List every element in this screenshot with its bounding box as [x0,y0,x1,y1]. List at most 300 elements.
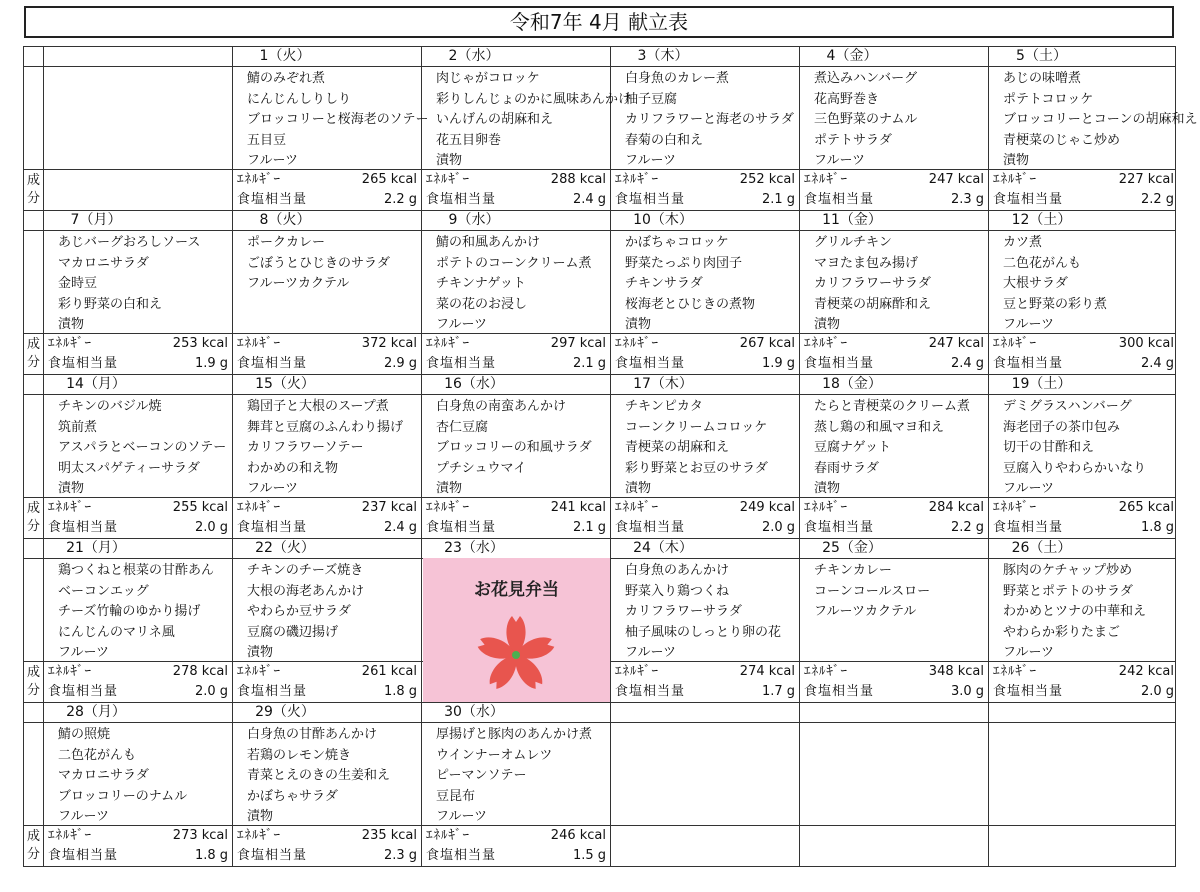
nutrition-cell [422,826,611,866]
nutrition-cell [422,334,611,374]
menu-cell [611,723,800,825]
day-label: 10（木） [633,212,693,228]
day-label: 17（木） [633,376,693,392]
menu-item: フルーツ [1003,645,1054,660]
energy-line [48,498,228,518]
energy-value: 249 kcal [739,500,795,515]
energy-label: ｴﾈﾙｷﾞｰ [237,500,281,515]
salt-label: 食塩相当量 [615,520,686,535]
menu-item: 彩りしんじょのかに風味あんかけ [436,91,632,107]
menu-item: マカロニサラダ [58,255,149,271]
menu-item: ポテトのコーンクリーム煮 [436,255,592,271]
menu-item: フルーツ [247,153,298,168]
menu-item: わかめとツナの中華和え [1003,604,1147,619]
menu-item: 豆腐入りやわらかいなり [1003,460,1147,476]
energy-label: ｴﾈﾙｷﾞｰ [804,336,848,351]
nutrition-row [24,334,1175,374]
menu-item: 豚肉のケチャップ炒め [1003,563,1133,578]
date-header-cell [422,375,611,394]
menu-item: フルーツカクテル [247,276,350,291]
day-label: 22（火） [255,540,315,556]
nutrition-label-top: 成 [26,337,40,352]
energy-label: ｴﾈﾙｷﾞｰ [48,828,92,843]
date-header-cell [800,47,989,66]
date-header-row [24,47,1175,67]
menu-item: カリフラワーサラダ [625,604,742,619]
menu-item: フルーツ [58,809,109,824]
nutrition-cell [44,334,233,374]
energy-line [48,662,228,682]
energy-label: ｴﾈﾙｷﾞｰ [426,172,470,187]
energy-label: ｴﾈﾙｷﾞｰ [993,500,1037,515]
menu-item: 青梗菜のじゃこ炒め [1003,132,1121,148]
nutrition-label-top: 成 [26,665,40,680]
menu-item: 彩り野菜の白和え [58,296,163,312]
menu-cell [611,67,800,169]
energy-value: 273 kcal [172,828,228,843]
menu-item: 五目豆 [247,132,287,148]
row-label-blank [24,703,44,722]
menu-item: 煮込みハンバーグ [814,71,918,86]
menu-item: コーンクリームコロッケ [625,419,768,435]
salt-label: 食塩相当量 [804,192,875,207]
menu-item: 明太スパゲティーサラダ [58,460,200,476]
energy-value: 242 kcal [1118,664,1174,679]
nutrition-label-bottom: 分 [26,847,40,862]
energy-line [993,662,1174,682]
nutrition-cell [233,170,422,210]
menu-cell [989,395,1178,497]
menu-row [24,559,1175,662]
nutrition-label-bottom: 分 [26,191,40,206]
menu-item: 柚子豆腐 [625,91,678,107]
energy-line [993,170,1174,190]
nutrition-cell [800,662,989,702]
menu-item: 豆腐ナゲット [814,440,891,455]
nutrition-cell [611,170,800,210]
menu-item: フルーツ [436,317,487,332]
menu-row [24,67,1198,170]
nutrition-label-top: 成 [26,829,40,844]
day-label: 3（木） [637,48,689,64]
energy-value: 278 kcal [172,664,228,679]
salt-line [804,354,984,374]
menu-item: フルーツ [625,645,676,660]
nutrition-cell [800,498,989,538]
menu-item: 彩り野菜とお豆のサラダ [625,460,768,476]
menu-item: 漬物 [247,645,274,660]
energy-line [237,170,417,190]
menu-item: 漬物 [247,809,274,824]
menu-cell [44,231,233,333]
date-header-cell [989,47,1178,66]
menu-cell [800,559,989,661]
menu-item: 青梗菜の胡麻和え [625,440,730,455]
salt-value: 2.4 g [950,356,984,371]
energy-value: 241 kcal [550,500,606,515]
menu-item: 大根サラダ [1003,276,1068,291]
energy-label: ｴﾈﾙｷﾞｰ [804,172,848,187]
menu-item: かぼちゃサラダ [247,788,338,804]
menu-item: 菜の花のお浸し [436,296,528,312]
nutrition-row-label [24,334,44,374]
date-header-row [24,211,1175,231]
menu-item: チキンカレー [814,563,892,578]
menu-cell [233,723,422,825]
day-label: 9（水） [448,212,500,228]
menu-item: にんじんのマリネ風 [58,624,175,640]
salt-value: 2.4 g [572,192,606,207]
energy-line [237,662,417,682]
menu-item: マカロニサラダ [58,768,149,783]
menu-item: 漬物 [814,481,841,496]
date-header-cell [989,211,1178,230]
menu-item: 漬物 [625,481,652,496]
energy-label: ｴﾈﾙｷﾞｰ [426,336,470,351]
row-label-blank [24,47,44,66]
salt-line [426,846,606,866]
nutrition-row-label [24,498,44,538]
date-header-cell [44,211,233,230]
salt-value: 2.0 g [761,520,795,535]
date-header-cell [611,211,800,230]
menu-row [24,723,1175,826]
energy-line [804,170,984,190]
day-label: 19（土） [1011,376,1072,392]
row-label-blank [24,231,44,333]
salt-value: 2.2 g [383,192,417,207]
menu-item: 漬物 [1003,153,1030,168]
salt-value: 1.5 g [572,848,606,863]
menu-item: 杏仁豆腐 [436,419,489,435]
menu-item: 青梗菜の胡麻酢和え [814,296,932,312]
date-header-cell [44,703,233,722]
menu-cell [611,395,800,497]
energy-label: ｴﾈﾙｷﾞｰ [426,500,470,515]
menu-cell [989,559,1178,661]
salt-value: 2.1 g [572,520,606,535]
energy-value: 265 kcal [1118,500,1174,515]
energy-value: 246 kcal [550,828,606,843]
salt-value: 2.0 g [1140,684,1174,699]
nutrition-cell [422,662,611,702]
energy-line [237,334,417,354]
salt-line [48,846,228,866]
day-label: 15（火） [255,376,315,392]
energy-line [48,334,228,354]
energy-label: ｴﾈﾙｷﾞｰ [804,664,848,679]
page-title: 令和7年 4月 献立表 [24,6,1174,38]
date-header-cell [422,539,611,558]
salt-label: 食塩相当量 [426,848,497,863]
menu-item: フルーツ [1003,317,1054,332]
menu-item: グリルチキン [814,235,892,250]
salt-label: 食塩相当量 [48,684,119,699]
energy-value: 372 kcal [361,336,417,351]
menu-item: コーンコールスロー [814,583,931,599]
menu-item: カリフラワーソテー [247,440,364,455]
nutrition-cell [611,662,800,702]
week-block [23,375,1176,539]
energy-label: ｴﾈﾙｷﾞｰ [615,336,659,351]
energy-label: ｴﾈﾙｷﾞｰ [615,172,659,187]
energy-label: ｴﾈﾙｷﾞｰ [804,500,848,515]
week-block [23,46,1198,211]
nutrition-cell [989,826,1178,866]
date-header-cell [800,375,989,394]
menu-item: 漬物 [436,481,463,496]
row-label-blank [24,723,44,825]
menu-item: フルーツ [58,645,109,660]
energy-label: ｴﾈﾙｷﾞｰ [993,664,1037,679]
menu-item: チキンのバジル焼 [58,399,162,414]
salt-value: 2.2 g [950,520,984,535]
salt-label: 食塩相当量 [237,356,308,371]
salt-label: 食塩相当量 [237,684,308,699]
salt-label: 食塩相当量 [237,848,308,863]
menu-item: カリフラワーサラダ [814,276,931,291]
salt-line [48,518,228,538]
menu-item: 厚揚げと豚肉のあんかけ煮 [436,727,593,742]
day-label: 29（火） [255,704,315,720]
nutrition-label-bottom: 分 [26,683,40,698]
energy-label: ｴﾈﾙｷﾞｰ [237,664,281,679]
energy-label: ｴﾈﾙｷﾞｰ [48,500,92,515]
nutrition-label-top: 成 [26,173,40,188]
salt-line [993,190,1174,210]
date-header-cell [989,539,1178,558]
menu-item: 豆昆布 [436,788,476,804]
nutrition-cell [233,334,422,374]
menu-item: ポテトサラダ [814,132,892,148]
date-header-cell [233,703,422,722]
nutrition-label-bottom: 分 [26,519,40,534]
energy-label: ｴﾈﾙｷﾞｰ [615,664,659,679]
salt-value: 2.4 g [383,520,417,535]
energy-value: 267 kcal [739,336,795,351]
menu-calendar [23,46,1198,867]
menu-item: わかめの和え物 [247,460,339,476]
salt-line [615,682,795,702]
menu-item: カツ煮 [1003,235,1043,250]
date-header-cell [611,539,800,558]
menu-item: 野菜入り鶏つくね [625,583,730,599]
salt-line [48,682,228,702]
menu-item: フルーツ [247,481,298,496]
salt-value: 1.8 g [194,848,228,863]
menu-item: 白身魚の南蛮あんかけ [436,399,567,414]
salt-label: 食塩相当量 [426,356,497,371]
menu-item: 漬物 [436,153,463,168]
nutrition-cell [44,662,233,702]
salt-line [993,354,1174,374]
day-label: 25（金） [822,540,882,556]
salt-line [237,846,417,866]
menu-item: 春雨サラダ [814,460,879,476]
menu-item: 蒸し鶏の和風マヨ和え [814,419,945,435]
menu-item: フルーツ [1003,481,1054,496]
salt-line [804,190,984,210]
salt-line [237,354,417,374]
menu-cell [800,395,989,497]
menu-cell [422,723,611,825]
date-header-cell [611,703,800,722]
day-label: 4（金） [826,48,878,64]
day-label: 18（金） [822,376,882,392]
date-header-cell [422,211,611,230]
week-block [23,703,1176,867]
day-label: 12（土） [1011,212,1072,228]
date-header-row [24,703,1175,723]
menu-item: 筑前煮 [58,419,98,435]
energy-line [426,826,606,846]
salt-line [237,682,417,702]
nutrition-row [24,170,1175,210]
nutrition-cell [611,826,800,866]
nutrition-row [24,662,1175,702]
menu-cell [422,395,611,497]
nutrition-cell [611,498,800,538]
menu-item: 鯖のみぞれ煮 [247,71,326,86]
salt-line [237,190,417,210]
energy-value: 297 kcal [550,336,606,351]
nutrition-cell [422,170,611,210]
salt-value: 2.1 g [761,192,795,207]
menu-item: 漬物 [58,481,85,496]
week-block [23,211,1176,375]
menu-item: アスパラとベーコンのソテー [58,440,227,455]
menu-item: 肉じゃがコロッケ [436,71,540,86]
menu-item: チキンサラダ [625,276,703,291]
nutrition-cell [44,826,233,866]
energy-line [615,662,795,682]
salt-label: 食塩相当量 [993,356,1064,371]
date-header-row [24,539,1175,559]
nutrition-label-bottom: 分 [26,355,40,370]
nutrition-row-label [24,662,44,702]
day-label: 16（水） [444,376,504,392]
menu-cell [44,559,233,661]
salt-value: 2.3 g [950,192,984,207]
date-header-cell [422,47,611,66]
date-header-cell [44,539,233,558]
menu-cell [800,723,989,825]
menu-item: フルーツ [436,809,487,824]
menu-item: 舞茸と豆腐のふんわり揚げ [247,419,404,435]
date-header-cell [800,211,989,230]
date-header-cell [233,211,422,230]
salt-line [48,354,228,374]
salt-value: 1.9 g [194,356,228,371]
menu-item: フルーツ [625,153,676,168]
energy-value: 265 kcal [361,172,417,187]
menu-item: チキンナゲット [436,276,526,291]
nutrition-row-label [24,170,44,210]
nutrition-cell [989,498,1178,538]
date-header-row [24,375,1175,395]
menu-item: 若鶏のレモン焼き [247,747,352,763]
salt-value: 1.8 g [383,684,417,699]
salt-label: 食塩相当量 [48,848,119,863]
menu-item: 柚子風味のしっとり卵の花 [625,624,782,640]
energy-value: 237 kcal [361,500,417,515]
salt-label: 食塩相当量 [804,356,875,371]
date-header-cell [44,47,233,66]
nutrition-cell [800,334,989,374]
energy-line [804,334,984,354]
energy-label: ｴﾈﾙｷﾞｰ [237,828,281,843]
energy-value: 247 kcal [928,336,984,351]
menu-item: 二色花がんも [1003,255,1082,271]
menu-item: あじの味噌煮 [1003,71,1082,86]
menu-item: ポークカレー [247,235,326,250]
energy-line [615,498,795,518]
day-label: 28（月） [66,704,126,720]
salt-value: 3.0 g [950,684,984,699]
salt-line [426,190,606,210]
energy-value: 288 kcal [550,172,606,187]
energy-line [426,498,606,518]
energy-value: 227 kcal [1118,172,1174,187]
salt-label: 食塩相当量 [237,520,308,535]
nutrition-cell [989,334,1178,374]
salt-value: 2.9 g [383,356,417,371]
row-label-blank [24,67,44,169]
week-block [23,539,1176,703]
menu-cell [422,231,611,333]
nutrition-cell [800,170,989,210]
energy-value: 274 kcal [739,664,795,679]
energy-label: ｴﾈﾙｷﾞｰ [993,336,1037,351]
salt-label: 食塩相当量 [426,520,497,535]
salt-label: 食塩相当量 [426,192,497,207]
menu-row [24,231,1175,334]
menu-cell [989,67,1198,169]
menu-item: カリフラワーと海老のサラダ [625,112,794,127]
menu-cell [44,723,233,825]
menu-cell [422,67,632,169]
date-header-cell [233,539,422,558]
energy-value: 300 kcal [1118,336,1174,351]
day-label: 8（火） [259,212,311,228]
menu-item: たらと青梗菜のクリーム煮 [814,399,971,414]
menu-item: 野菜とポテトのサラダ [1003,583,1133,599]
date-header-cell [800,539,989,558]
menu-item: 花五目卵巻 [436,132,502,148]
salt-value: 1.8 g [1140,520,1174,535]
energy-line [426,170,606,190]
energy-line [804,498,984,518]
salt-value: 1.9 g [761,356,795,371]
nutrition-cell [44,170,233,210]
salt-label: 食塩相当量 [804,684,875,699]
salt-line [615,354,795,374]
energy-line [48,826,228,846]
salt-value: 2.3 g [383,848,417,863]
menu-item: 金時豆 [58,276,98,291]
salt-value: 2.2 g [1140,192,1174,207]
nutrition-label-top: 成 [26,501,40,516]
energy-value: 255 kcal [172,500,228,515]
salt-line [804,682,984,702]
nutrition-cell [233,498,422,538]
day-label: 7（月） [70,212,122,228]
energy-line [804,662,984,682]
menu-item: 白身魚のカレー煮 [625,71,730,86]
energy-value: 247 kcal [928,172,984,187]
menu-item: ベーコンエッグ [58,583,149,599]
menu-item: マヨたま包み揚げ [814,255,919,271]
